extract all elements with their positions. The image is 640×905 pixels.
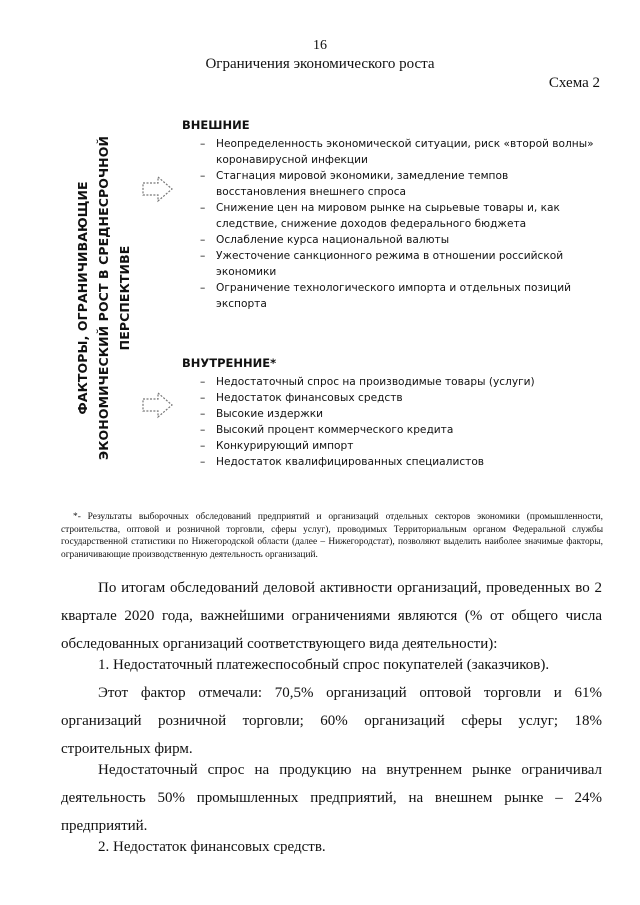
list-item: – Высокие издержки <box>200 406 600 422</box>
scheme-vertical-label: ФАКТОРЫ, ОГРАНИЧИВАЮЩИЕ ЭКОНОМИЧЕСКИЙ РОСТ В СРЕДНЕСРОЧНОЙ ПЕРСПЕКТИВЕ <box>75 135 132 461</box>
page-title: Ограничения экономического роста <box>205 56 435 72</box>
list-item: – Недостаточный спрос на производимые товары (услуги) <box>200 374 600 390</box>
list-item: – Недостаток финансовых средств <box>200 390 600 406</box>
scheme-label: Схема 2 <box>548 75 600 91</box>
footnote: *- Результаты выборочных обследований предприятий и организаций отдельных секторов экономики (промышленности, строительства, оптовой и розничной торговли, сферы услуг), проводимых Территориальным органом Федеральной службы государственной статистики по Нижегородской области (далее – Нижегородстат), позволяют выделить наиболее значимые факторы, ограничивающие производственную деятельность организаций. <box>61 512 603 560</box>
list-item: – Высокий процент коммерческого кредита <box>200 422 600 438</box>
external-factors-heading: ВНЕШНИЕ <box>182 118 250 132</box>
page-number: 16 <box>313 38 327 53</box>
paragraph: Этот фактор отмечали: 70,5% организаций оптовой торговли и 61% организаций розничной торговли; 60% организаций сферы услуг; 18% строительных фирм. <box>61 685 602 757</box>
list-item: – Ослабление курса национальной валюты <box>200 232 600 248</box>
internal-factors-list <box>200 374 600 470</box>
list-item: – Снижение цен на мировом рынке на сырьевые товары и, как следствие, снижение доходов федерального бюджета <box>200 200 600 232</box>
arrow-right-icon <box>142 175 174 203</box>
list-item: – Ограничение технологического импорта и отдельных позиций экспорта <box>200 280 600 312</box>
paragraph: По итогам обследований деловой активности организаций, проведенных во 2 квартале 2020 года, важнейшими ограничениями являются (% от общего числа обследованных организаций соответствующего вида деятельности): <box>61 580 602 652</box>
list-item: – Недостаток квалифицированных специалистов <box>200 454 600 470</box>
paragraph: 2. Недостаток финансовых средств. <box>98 839 326 855</box>
internal-factors-heading: ВНУТРЕННИЕ* <box>182 356 277 370</box>
list-item: – Конкурирующий импорт <box>200 438 600 454</box>
paragraph: Недостаточный спрос на продукцию на внутреннем рынке ограничивал деятельность 50% промышленных предприятий, на внешнем рынке – 24% предприятий. <box>61 762 602 834</box>
external-factors-list <box>200 136 600 312</box>
arrow-right-icon <box>142 391 174 419</box>
list-item: – Стагнация мировой экономики, замедление темпов восстановления внешнего спроса <box>200 168 600 200</box>
list-item: – Неопределенность экономической ситуации, риск «второй волны» коронавирусной инфекции <box>200 136 600 168</box>
list-item: – Ужесточение санкционного режима в отношении российской экономики <box>200 248 600 280</box>
paragraph: 1. Недостаточный платежеспособный спрос покупателей (заказчиков). <box>98 657 550 673</box>
